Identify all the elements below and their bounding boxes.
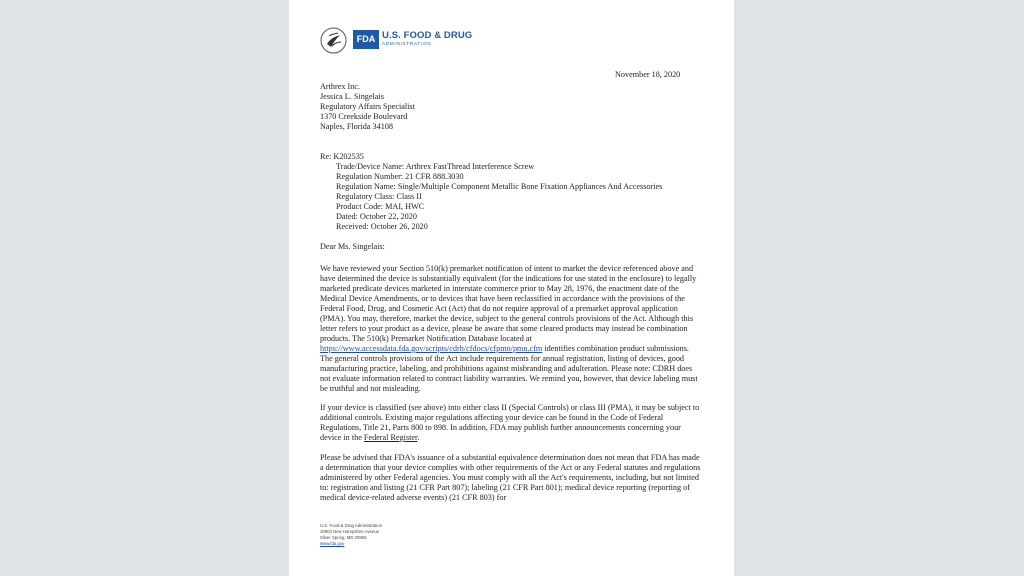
paragraph-text: We have reviewed your Section 510(k) premarket notification of intent to market the device referenced above and have determined the device is substantially equivalent (for the indications for use stated in the enclosure) to legally marketed predicate devices marketed in interstate commerce prior to May 28, 1976, the enactment date of the Medical Device Amendments, or to devices that have been reclassified in accordance with the provisions of the Federal Food, Drug, and Cosmetic Act (Act) that do not require approval of a premarket approval application (PMA). You may, therefore, market the device, subject to the general controls provisions of the Act. Although this letter refers to your product as a device, please be aware that some cleared products may instead be combination products. The 510(k) Premarket Notification Database located at	[320, 264, 697, 343]
address-line: 1370 Creekside Boulevard	[320, 112, 408, 121]
paragraph-compliance: Please be advised that FDA's issuance of a substantial equivalence determination does not mean that FDA has made a determination that your device complies with other requirements of the Act or any Federal statutes and regulations administered by other Federal agencies. You must comply with all the Act's requirements, including, but not limited to: registration and listing (21 CFR Part 807); labeling (21 CFR Part 801); medical device reporting (reporting of medical device-related adverse events) (21 CFR 803) for	[320, 453, 701, 502]
salutation: Dear Ms. Singelais:	[320, 242, 385, 251]
paragraph-classification	[320, 403, 702, 443]
reference-line: Regulation Name: Single/Multiple Component Metallic Bone Fixation Appliances And Accessories	[336, 182, 663, 191]
address-line: Naples, Florida 34108	[320, 122, 393, 131]
footer-line: U.S. Food & Drug Administration	[320, 523, 383, 528]
footer-line: Silver Spring, MD 20993	[320, 535, 367, 540]
reference-number: Re: K202535	[320, 152, 364, 161]
reference-line: Regulation Number: 21 CFR 888.3030	[336, 172, 464, 181]
premarket-database-link[interactable]: https://www.accessdata.fda.gov/scripts/cdrh/cfdocs/cfpmn/pmn.cfm	[320, 344, 543, 353]
letter-page	[289, 0, 734, 576]
paragraph-text: .	[417, 433, 420, 442]
paragraph-text: identifies combination product submissions. The general controls provisions of the Act include requirements for annual registration, listing of devices, good manufacturing practice, labeling, and prohibitions against misbranding and adulteration. Please note: CDRH does not evaluate information related to contract liability warranties. We remind you, however, that device labeling must be truthful and not misleading.	[320, 344, 698, 393]
federal-register-text: Federal Register	[363, 433, 418, 442]
reference-line: Regulatory Class: Class II	[336, 192, 422, 201]
reference-line: Dated: October 22, 2020	[336, 212, 417, 221]
address-line: Regulatory Affairs Specialist	[320, 102, 415, 111]
reference-line: Received: October 26, 2020	[336, 222, 428, 231]
reference-line: Trade/Device Name: Arthrex FastThread Interference Screw	[336, 162, 535, 171]
fda-logo-box: FDA	[353, 30, 379, 49]
hhs-seal-icon	[320, 27, 347, 54]
address-line: Arthrex Inc.	[320, 82, 361, 91]
address-line: Jessica L. Singelais	[320, 92, 384, 101]
paragraph-clearance	[320, 264, 702, 394]
letter-date: November 18, 2020	[615, 70, 681, 79]
agency-name: U.S. FOOD & DRUG	[382, 30, 473, 41]
fda-website-link[interactable]: www.fda.gov	[320, 541, 345, 546]
footer-line: 10903 New Hampshire Avenue	[320, 529, 380, 534]
reference-block	[320, 152, 702, 232]
recipient-address	[320, 82, 702, 132]
letter-footer	[320, 523, 382, 547]
paragraph-text: If your device is classified (see above) into either class II (Special Controls) or class III (PMA), it may be subject to additional controls. Existing major regulations affecting your device can be found in the Code of Federal Regulations, Title 21, Parts 800 to 898. In addition, FDA may publish further announcements concerning your device in the	[320, 403, 700, 442]
agency-subtitle: ADMINISTRATION	[382, 41, 432, 46]
reference-line: Product Code: MAI, HWC	[336, 202, 425, 211]
